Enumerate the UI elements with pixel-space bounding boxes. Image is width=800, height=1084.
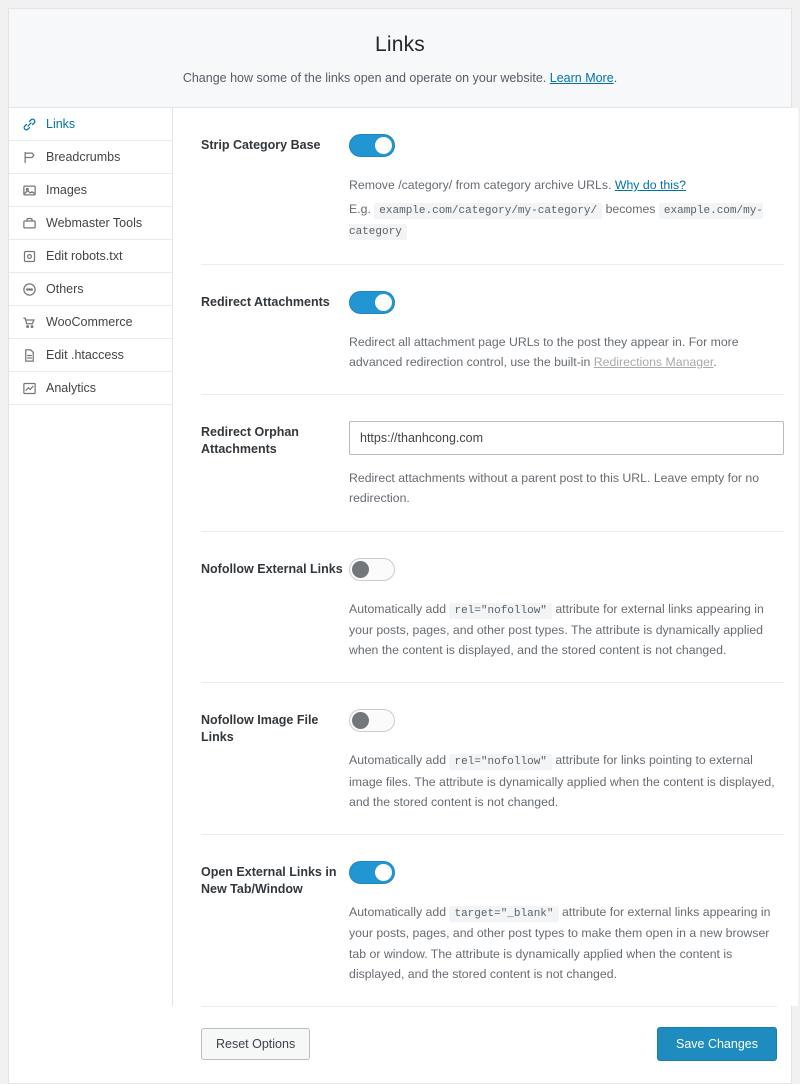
toggle-knob — [375, 864, 392, 881]
sidebar-item-label: Others — [46, 282, 84, 296]
example-line — [349, 199, 784, 241]
setting-body — [349, 421, 784, 509]
panel-body — [9, 108, 791, 1006]
sidebar-item-breadcrumbs[interactable] — [9, 141, 172, 174]
setting-description — [349, 599, 784, 661]
learn-more-link[interactable]: Learn More — [549, 71, 614, 85]
panel-footer — [201, 1006, 777, 1083]
sidebar-item-label: Analytics — [46, 381, 97, 395]
sidebar-item-label: Edit robots.txt — [46, 249, 123, 263]
footer-inner — [173, 1006, 791, 1083]
dots-circle-icon — [21, 281, 37, 297]
reset-options-button[interactable]: Reset Options — [201, 1028, 310, 1060]
setting-description — [349, 750, 784, 812]
nofollow-external-links-toggle[interactable] — [349, 558, 395, 581]
redirections-manager-link[interactable]: Redirections Manager — [593, 354, 714, 369]
sidebar-item-woocommerce[interactable] — [9, 306, 172, 339]
setting-description — [349, 175, 784, 242]
setting-label: Strip Category Base — [201, 138, 321, 152]
setting-body — [349, 861, 784, 984]
page-subtitle-text: Change how some of the links open and operate on your website. — [182, 71, 547, 85]
setting-description — [349, 332, 784, 373]
setting-label: Open External Links in New Tab/Window — [201, 865, 337, 896]
setting-body — [349, 291, 784, 373]
page-header — [9, 9, 791, 108]
panel-footer-wrap — [9, 1006, 791, 1083]
sidebar-item-analytics[interactable] — [9, 372, 172, 405]
sidebar-item-label: WooCommerce — [46, 315, 133, 329]
setting-label: Nofollow Image File Links — [201, 713, 319, 745]
example-to-url: example.com/my-category — [349, 205, 763, 239]
description-text: Automatically add — [349, 601, 447, 616]
setting-body — [349, 558, 784, 661]
settings-panel — [8, 8, 792, 1084]
sidebar-item-others[interactable] — [9, 273, 172, 306]
sidebar-item-images[interactable] — [9, 174, 172, 207]
chart-icon — [21, 380, 37, 396]
example-from-url: example.com/category/my-category/ — [374, 203, 602, 219]
settings-content — [173, 108, 798, 1006]
toggle-knob — [352, 712, 369, 729]
sidebar-item-label: Edit .htaccess — [46, 348, 124, 362]
setting-strip-category-base — [201, 108, 784, 265]
description-end: . — [713, 354, 717, 369]
cart-icon — [21, 314, 37, 330]
open-external-links-new-tab-toggle[interactable] — [349, 861, 395, 884]
setting-nofollow-image-file-links — [201, 683, 784, 835]
robot-file-icon — [21, 248, 37, 264]
sidebar-item-label: Breadcrumbs — [46, 150, 121, 164]
example-middle: becomes — [605, 202, 656, 217]
sidebar-item-label: Images — [46, 183, 87, 197]
description-text: Automatically add — [349, 905, 447, 920]
sidebar-item-links[interactable] — [9, 108, 172, 141]
description-text-2: attribute for links pointing to external image files. The attribute is dynamically applied when the content is displayed, and the stored content is not changed. — [349, 753, 775, 809]
toggle-knob — [375, 294, 392, 311]
toggle-knob — [375, 137, 392, 154]
sidebar-item-webmaster-tools[interactable] — [9, 207, 172, 240]
setting-body — [349, 134, 784, 242]
description-text-2: attribute for external links appearing in your posts, pages, and other post types. The attribute is dynamically applied when the content is displayed, and the stored content is not changed. — [349, 601, 764, 658]
page-title: Links — [374, 33, 426, 56]
description-text: Automatically add — [349, 753, 447, 768]
setting-label: Nofollow External Links — [201, 561, 343, 576]
setting-body — [349, 709, 784, 812]
setting-redirect-attachments — [201, 265, 784, 396]
sidebar — [9, 108, 173, 1006]
rel-nofollow-code: rel="nofollow" — [449, 754, 551, 770]
redirect-attachments-toggle[interactable] — [349, 291, 395, 314]
sidebar-item-edit-robots-txt[interactable] — [9, 240, 172, 273]
why-do-this-link[interactable]: Why do this? — [614, 178, 686, 192]
setting-description — [349, 902, 784, 984]
link-icon — [21, 116, 37, 132]
setting-open-external-links-new-tab — [201, 835, 784, 1006]
toolbox-icon — [21, 215, 37, 231]
setting-label: Redirect Orphan Attachments — [201, 425, 299, 456]
redirect-orphan-attachments-input[interactable] — [349, 421, 784, 455]
sidebar-item-edit-htaccess[interactable] — [9, 339, 172, 372]
subtitle-period: . — [613, 71, 618, 85]
description-text-2: attribute for external links appearing in your posts, pages, and other post types to make them open in a new browser tab or window. The attribute is dynamically applied when the content is displayed, and the stored content is not changed. — [349, 905, 771, 981]
page-subtitle — [29, 71, 771, 85]
target-blank-code: target="_blank" — [449, 906, 558, 922]
sidebar-item-label: Links — [46, 117, 76, 131]
nofollow-image-file-links-toggle[interactable] — [349, 709, 395, 732]
strip-category-base-toggle[interactable] — [349, 134, 395, 157]
rel-nofollow-code: rel="nofollow" — [449, 603, 551, 619]
description-text: Redirect all attachment page URLs to the post they appear in. For more advanced redirection control, use the built-in — [349, 334, 739, 369]
toggle-knob — [352, 561, 369, 578]
setting-label: Redirect Attachments — [201, 294, 330, 309]
setting-redirect-orphan-attachments — [201, 395, 784, 532]
image-icon — [21, 182, 37, 198]
sidebar-item-label: Webmaster Tools — [46, 216, 143, 230]
example-prefix: E.g. — [349, 202, 371, 217]
file-icon — [21, 347, 37, 363]
description-text: Remove /category/ from category archive URLs. — [349, 178, 612, 192]
breadcrumb-icon — [21, 149, 37, 165]
setting-description: Redirect attachments without a parent post to this URL. Leave empty for no redirection. — [349, 471, 760, 506]
footer-spacer — [9, 1006, 173, 1083]
save-changes-button[interactable]: Save Changes — [657, 1027, 777, 1061]
setting-nofollow-external-links — [201, 532, 784, 684]
